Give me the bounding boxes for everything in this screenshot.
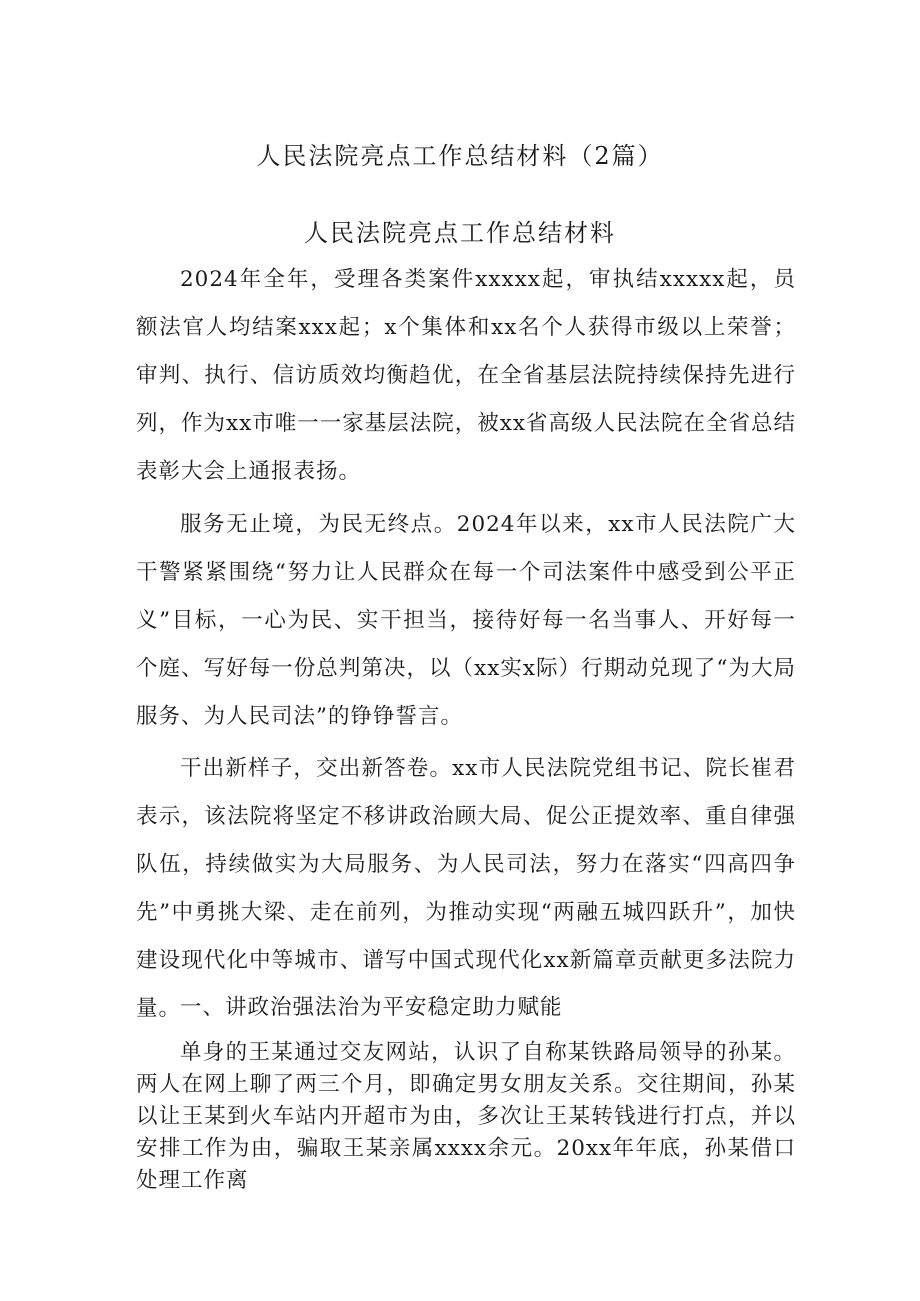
paragraph-summary: 2024年全年，受理各类案件xxxxx起，审执结xxxxx起，员额法官人均结案xxx起；x个集体和xx名个人获得市级以上荣誉；审判、执行、信访质效均衡趋优，在全省基层法院持续保持先进行列，作为xx市唯一一家基层法院，被xx省高级人民法院在全省总结表彰大会上通报表扬。 — [136, 267, 797, 484]
section-title: 人民法院亮点工作总结材料 — [304, 219, 616, 247]
paragraph-service: 服务无止境，为民无终点。2024年以来，xx市人民法院广大干警紧紧围绕“努力让人民群众在每一个司法案件中感受到公平正义”目标，一心为民、实干担当，接待好每一名当事人、开好每一个庭、写好每一份总判第决，以（xx实x际）行期动兑现了“为大局服务、为人民司法”的铮铮誓言。 — [136, 512, 796, 729]
paragraph-case: 单身的王某通过交友网站，认识了自称某铁路局领导的孙某。两人在网上聊了两三个月，即确定男女朋友关系。交往期间，孙某以让王某到火车站内开超市为由，多次让王某转钱进行打点，并以安排工作为由，骗取王某亲属xxxx余元。20xx年年底，孙某借口处理工作离 — [136, 1040, 796, 1193]
paragraph-outlook: 干出新样子，交出新答卷。xx市人民法院党组书记、院长崔君表示，该法院将坚定不移讲政治顾大局、促公正提效率、重自律强队伍，持续做实为大局服务、为人民司法，努力在落实“四高四争先”中勇挑大梁、走在前列，为推动实现“两融五城四跃升”，加快建设现代化中等城市、谱写中国式现代化xx新篇章贡献更多法院力量。 — [136, 756, 796, 1021]
section-heading-1: 一、讲政治强法治为平安稳定助力赋能 — [180, 995, 563, 1020]
document-title: 人民法院亮点工作总结材料（2篇） — [256, 142, 664, 170]
